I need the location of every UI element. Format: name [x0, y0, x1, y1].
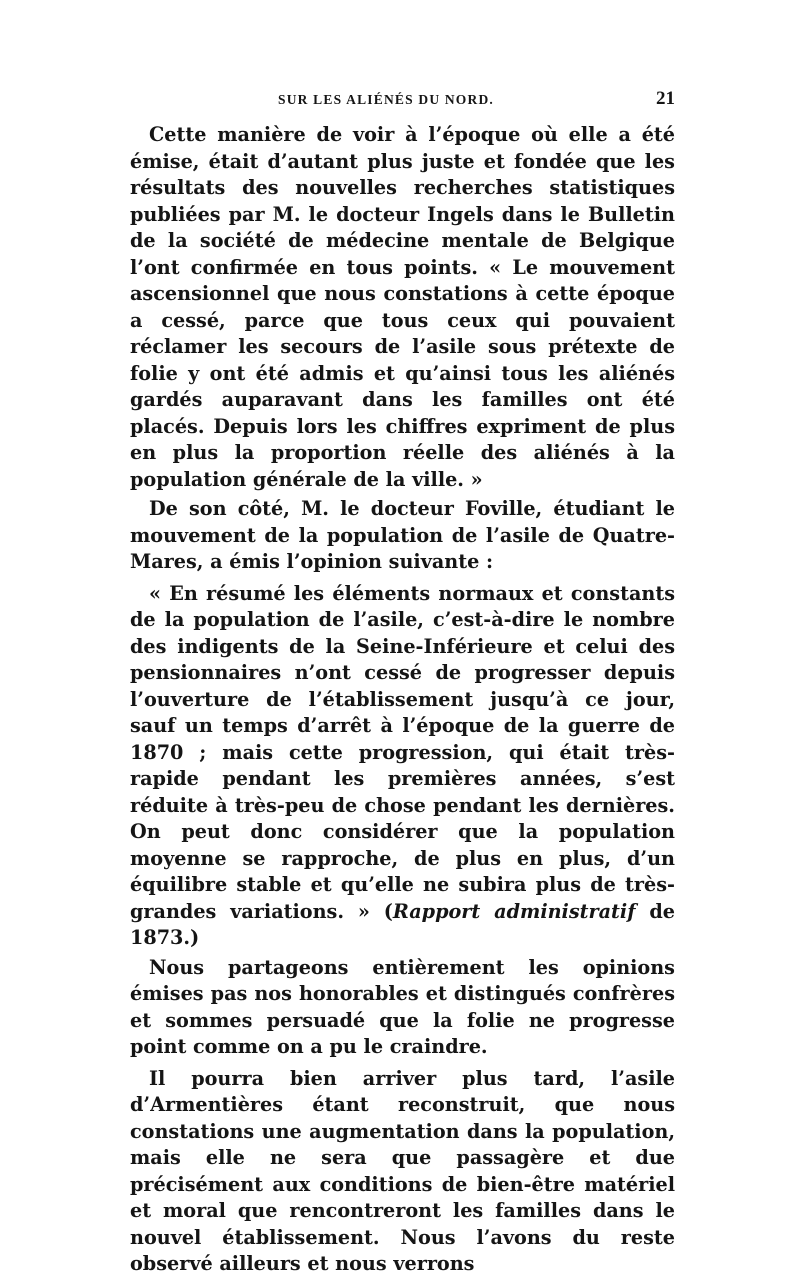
- paragraph-3-quote: [130, 581, 675, 952]
- page-header: [130, 88, 675, 118]
- paragraph-5: Il pourra bien arriver plus tard, l’asile d’Armentières étant reconstruit, que nous constations une augmentation dans la population, mais elle ne sera que passagère et due précisément aux conditions de bien-être matériel et moral que rencontreront les familles dans le nouvel établissement. Nous l’avons du reste observé ailleurs et nous verrons: [130, 1066, 675, 1275]
- paragraph-1: Cette manière de voir à l’époque où elle a été émise, était d’autant plus juste et fondée que les résultats des nouvelles recherches statistiques publiées par M. le docteur Ingels dans le Bulletin de la société de médecine mentale de Belgique l’ont confirmée en tous points. « Le mouvement ascensionnel que nous constations à cette époque a cessé, parce que tous ceux qui pouvaient réclamer les secours de l’asile sous prétexte de folie y ont été admis et qu’ainsi tous les aliénés gardés auparavant dans les familles ont été placés. Depuis lors les chiffres expriment de plus en plus la proportion réelle des aliénés à la population générale de la ville. »: [130, 123, 675, 491]
- body-text: [130, 122, 675, 1278]
- paragraph-4: Nous partageons entièrement les opinions émises pas nos honorables et distingués confrères et sommes persuadé que la folie ne progresse point comme on a pu le craindre.: [130, 955, 675, 1058]
- page-number: 21: [656, 88, 675, 109]
- citation-year: de 1873.): [130, 899, 675, 949]
- quote-text: « En résumé les éléments normaux et constants de la population de l’asile, c’est-à-dire le nombre des indigents de la Seine-Inférieure et celui des pensionnaires n’ont cessé de progresser depuis l’ouverture de l’établissement jusqu’à ce jour, sauf un temps d’arrêt à l’époque de la guerre de 1870 ; mais cette progression, qui était très-rapide pendant les premières années, s’est réduite à très-peu de chose pendant les dernières. On peut donc considérer que la population moyenne se rapproche, de plus en plus, d’un équilibre stable et qu’elle ne subira plus de très-grandes variations. » (: [130, 581, 675, 923]
- paragraph-2: De son côté, M. le docteur Foville, étudiant le mouvement de la population de l’asile de Quatre-Mares, a émis l’opinion suivante :: [130, 497, 675, 573]
- citation-title: Rapport administratif: [392, 899, 636, 923]
- running-head: SUR LES ALIÉNÉS DU NORD.: [278, 92, 494, 107]
